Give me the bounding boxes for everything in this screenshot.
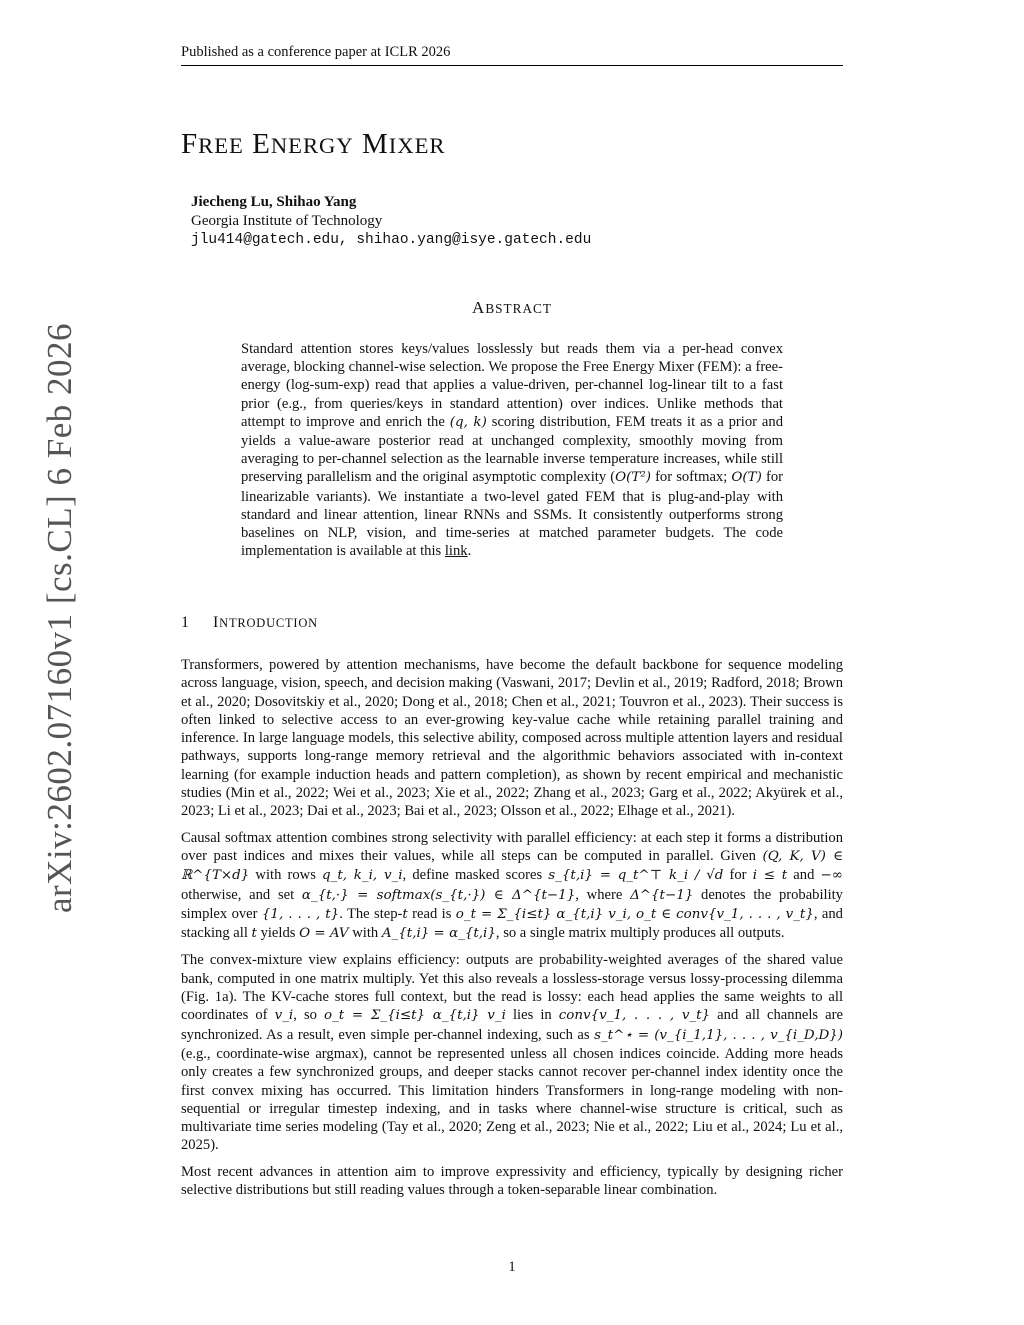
abstract-part: Standard attention stores keys/values losslessly but reads them via a per-head convex average, blocking channel-wise selection. We propose the Free Energy Mixer (FEM): a free-energy (log-sum-exp) read that applies a value-driven, per-channel log-linear tilt to a fast prior (e.g., from queries/keys in standard attention) over indices. Unlike methods that attempt to improve and enrich the <box>241 341 783 430</box>
inline-math: conv{v_1, . . . , v_t} <box>558 1008 711 1024</box>
text-run: , where <box>575 886 631 903</box>
intro-paragraph-3 <box>181 951 843 1154</box>
title-cap: F <box>181 128 199 160</box>
header-rule <box>181 65 843 66</box>
intro-body <box>181 656 843 1207</box>
abstract-math: O(T²) <box>615 470 651 486</box>
text-run: otherwise, and set <box>181 886 302 903</box>
title-cap: M <box>361 128 389 160</box>
text-run: lies in <box>505 1007 559 1024</box>
inline-math: A_{t,i} = α_{t,i} <box>381 926 496 942</box>
inline-math: q_t, k_i, v_i <box>322 868 403 884</box>
intro-paragraph-4: Most recent advances in attention aim to improve expressivity and efficiency, typically by designing richer selective distributions but still reading values through a token-separable linear combination. <box>181 1163 843 1199</box>
abstract-end: . <box>467 543 472 560</box>
inline-math: α_{t,·} = softmax(s_{t,·}) ∈ Δ^{t−1} <box>301 887 576 903</box>
inline-math: O = AV <box>299 926 349 942</box>
text-run: , so a single matrix multiply produces all outputs. <box>495 925 785 942</box>
inline-math: s_{t,i} = q_t^⊤ k_i / √d <box>548 868 724 884</box>
inline-math: t <box>251 926 257 942</box>
author-emails: jlu414@gatech.edu, shihao.yang@isye.gatech.edu <box>191 232 592 248</box>
text-run: with <box>348 925 382 942</box>
section-heading <box>181 614 318 632</box>
inline-math: s_t^⋆ = (v_{i_1,1}, . . . , v_{i_D,D}) <box>594 1027 843 1043</box>
section-title-cap: I <box>213 614 220 631</box>
title-rest: NERGY <box>270 133 354 158</box>
title-rest: IXER <box>388 133 446 158</box>
inline-math: t <box>402 906 408 922</box>
inline-math: i ≤ t <box>752 868 788 884</box>
code-link[interactable]: link <box>444 543 468 560</box>
authors: Jiecheng Lu, Shihao Yang <box>191 194 357 210</box>
paper-title <box>181 128 445 161</box>
text-run: (e.g., coordinate-wise argmax), cannot be represented unless all chosen indices coincide. Adding more heads only creates a few synchronized groups, and deeper stacks cannot recover per-channel index identity once the first convex mixing has occurred. This limitation hinders Transformers in long-range modeling with non-sequential or irregular timestep indexing, and in tasks where channel-wise structure is critical, such as multivariate time series modeling (Tay et al., 2020; Zeng et al., 2023; Nie et al., 2022; Liu et al., 2024; Lu et al., 2025). <box>181 1045 843 1154</box>
inline-math: {1, . . . , t} <box>261 906 340 922</box>
text-run: read is <box>407 905 456 922</box>
inline-math: o_t = Σ_{i≤t} α_{t,i} v_i, o_t ∈ conv{v_1, . . . , v_t} <box>455 906 814 922</box>
title-rest: REE <box>198 133 244 158</box>
abstract-part: for softmax; <box>655 469 728 486</box>
title-cap: E <box>252 128 271 160</box>
text-run: yields <box>256 925 300 942</box>
section-title-rest: NTRODUCTION <box>219 616 318 630</box>
text-run: for <box>723 867 753 884</box>
affiliation: Georgia Institute of Technology <box>191 213 383 229</box>
abstract-heading <box>0 298 1024 318</box>
inline-math: v_i <box>274 1008 294 1024</box>
text-run: , and stacking all <box>181 905 843 942</box>
abstract-math: O(T) <box>731 470 762 486</box>
text-run: , define masked scores <box>402 867 549 884</box>
inline-math: (Q, K, V) ∈ ℝ^{T×d} <box>181 848 844 884</box>
inline-math: Δ^{t−1} <box>630 887 694 903</box>
text-run: , so <box>293 1007 325 1024</box>
text-run: with rows <box>249 867 323 884</box>
text-run: Causal softmax attention combines strong selectivity with parallel efficiency: at each step it forms a distribution over past indices and mixes their values, while all steps can be computed in parallel. Given <box>181 829 843 864</box>
section-number: 1 <box>181 614 190 631</box>
intro-paragraph-1: Transformers, powered by attention mechanisms, have become the default backbone for sequence modeling across language, vision, speech, and decision making (Vaswani, 2017; Devlin et al., 2019; Radford, 2018; Brown et al., 2020; Dosovitskiy et al., 2020; Dong et al., 2018; Chen et al., 2021; Touvron et al., 2023). Their success is often linked to selective access to an ever-growing key-value cache while retaining parallel training and inference. In large language models, this selective ability, composed across multiple attention layers and residual pathways, supports long-range memory retrieval and the algorithmic behaviors associated with in-context learning (for example induction heads and pattern completion), as shown by recent empirical and mechanistic studies (Min et al., 2022; Wei et al., 2023; Xie et al., 2022; Zhang et al., 2023; Garg et al., 2022; Akyürek et al., 2023; Li et al., 2023; Dai et al., 2023; Bai et al., 2023; Olsson et al., 2022; Elhage et al., 2021). <box>181 657 843 820</box>
page-number: 1 <box>508 1259 516 1275</box>
abstract-heading-rest: BSTRACT <box>485 301 552 316</box>
text-run: and <box>787 867 821 884</box>
abstract-text <box>241 340 783 560</box>
intro-paragraph-2 <box>181 829 843 944</box>
inline-math: o_t = Σ_{i≤t} α_{t,i} v_i <box>324 1008 506 1024</box>
abstract-math: (q, k) <box>449 414 487 430</box>
text-run: denotes the probability simplex over <box>181 886 843 922</box>
text-run: . The step- <box>339 905 403 922</box>
running-header: Published as a conference paper at ICLR 2026 <box>181 44 451 60</box>
abstract-part: scoring distribution, FEM treats it as a prior and yields a value-aware posterior read at unchanged complexity, smoothly moving from averaging to per-channel selection as the learnable inverse temperature increases, while still preserving parallelism and the original asymptotic complexity ( <box>241 413 784 486</box>
abstract-part: for linearizable variants). We instantiate a two-level gated FEM that is plug-and-play with standard and linear attention, linear RNNs and SSMs. It consistently outperforms strong baselines on NLP, vision, and time-series at matched parameter budgets. The code implementation is available at this <box>241 469 783 560</box>
inline-math: −∞ <box>820 868 843 884</box>
arxiv-identifier: arXiv:2602.07160v1 [cs.CL] 6 Feb 2026 <box>40 322 79 914</box>
text-run: The convex-mixture view explains efficiency: outputs are probability-weighted averages of the shared value bank, computed in one matrix multiply. Yet this also reveals a lossless-storage versus lossy-processing dilemma (Fig. 1a). The KV-cache stores full context, but the read is lossy: each head applies the same weights to all coordinates of <box>181 952 843 1024</box>
abstract-heading-cap: A <box>472 298 486 317</box>
text-run: and all channels are synchronized. As a result, even simple per-channel indexing, such as <box>181 1007 843 1043</box>
